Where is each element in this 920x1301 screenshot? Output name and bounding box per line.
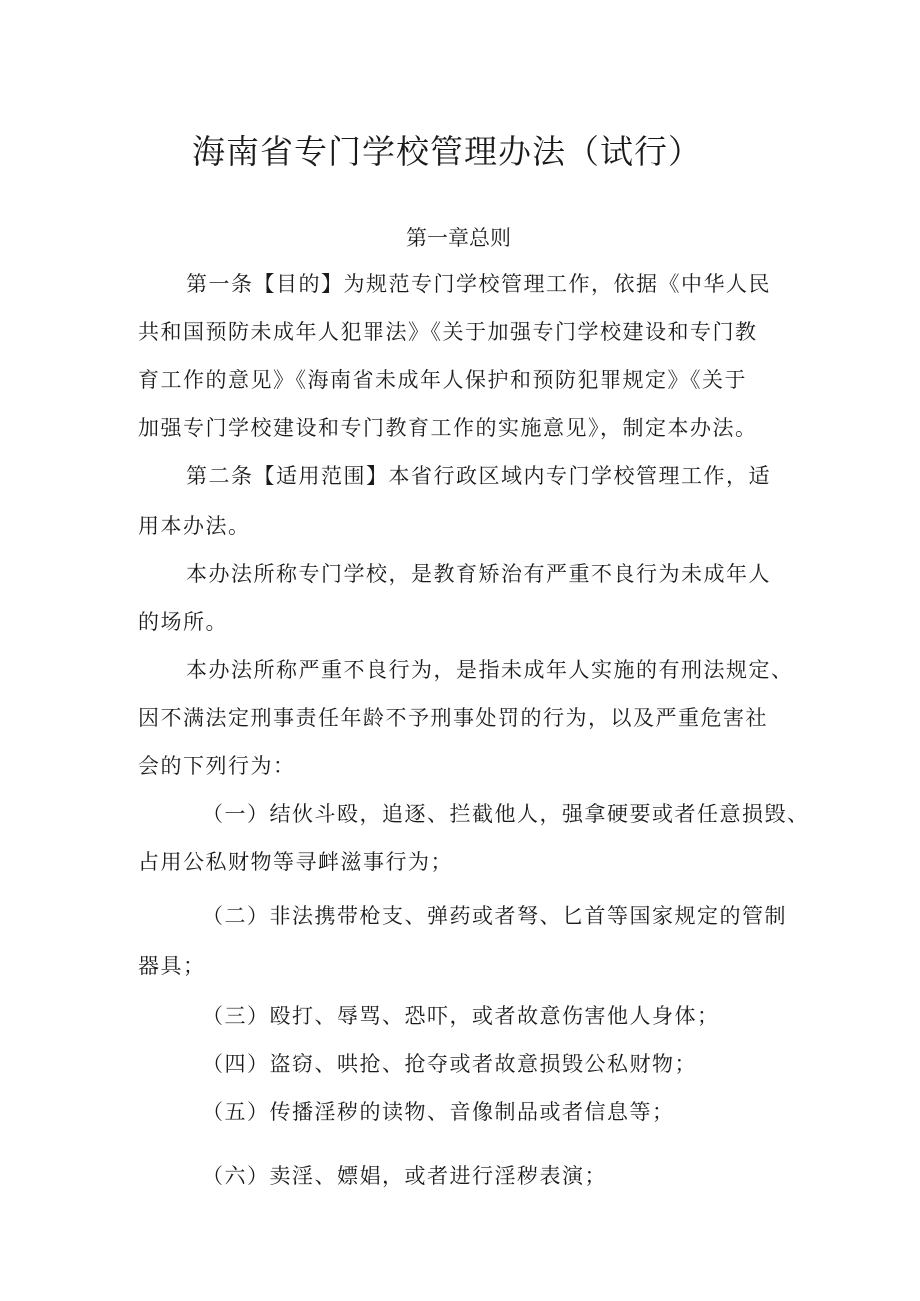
item-4: （四）盗窃、哄抢、抢夺或者故意损毁公私财物； [202,1052,697,1076]
article-1-line-1: 第一条【目的】为规范专门学校管理工作，依据《中华人民 [186,272,771,296]
item-5: （五）传播淫秽的读物、音像制品或者信息等； [202,1100,675,1124]
item-1-line-1: （一）结伙斗殴，追逐、拦截他人，强拿硬要或者任意损毁、 [202,802,810,826]
item-2-line-2: 器具； [138,954,206,978]
article-1-line-3: 育工作的意见》《海南省未成年人保护和预防犯罪规定》《关于 [138,368,747,392]
item-2-line-1: （二）非法携带枪支、弹药或者弩、匕首等国家规定的管制 [202,904,787,928]
article-2-line-2: 用本办法。 [138,514,251,538]
paragraph-school-line-2: 的场所。 [138,610,228,634]
item-6: （六）卖淫、嫖娼，或者进行淫秽表演； [202,1164,607,1188]
document-title: 海南省专门学校管理办法（试行） [192,132,702,171]
item-1-line-2: 占用公私财物等寻衅滋事行为； [138,850,453,874]
chapter-heading: 第一章总则 [406,226,511,250]
article-1-line-4: 加强专门学校建设和专门教育工作的实施意见》，制定本办法。 [138,416,758,440]
article-1-line-2: 共和国预防未成年人犯罪法》《关于加强专门学校建设和专门教 [138,320,758,344]
paragraph-school-line-1: 本办法所称专门学校，是教育矫治有严重不良行为未成年人 [186,562,771,586]
article-2-line-1: 第二条【适用范围】本省行政区域内专门学校管理工作，适 [186,464,771,488]
paragraph-behavior-line-1: 本办法所称严重不良行为，是指未成年人实施的有刑法规定、 [186,658,794,682]
paragraph-behavior-line-3: 会的下列行为： [138,754,296,778]
item-3: （三）殴打、辱骂、恐吓，或者故意伤害他人身体； [202,1004,720,1028]
paragraph-behavior-line-2: 因不满法定刑事责任年龄不予刑事处罚的行为，以及严重危害社 [138,706,768,730]
